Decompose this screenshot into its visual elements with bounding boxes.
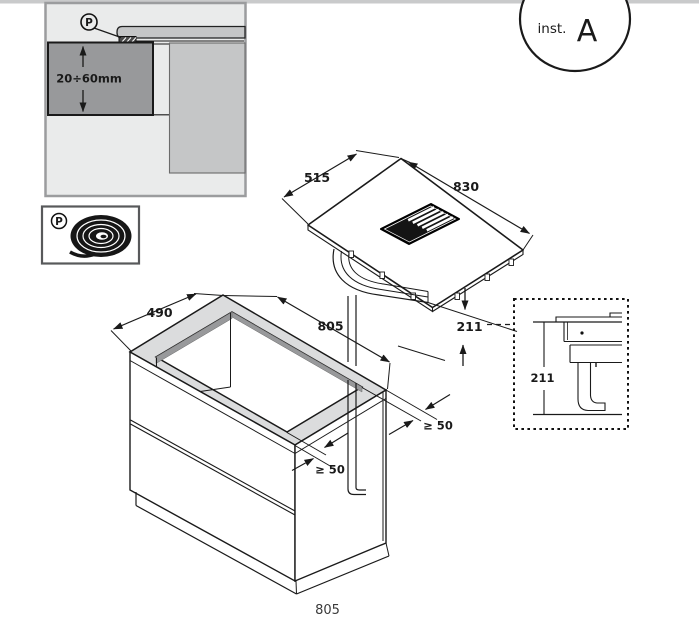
- detail-height-dimension: [530, 322, 554, 415]
- installation-badge: [520, 0, 630, 71]
- cooktop-isometric: [282, 151, 533, 367]
- cooktop-depth-label: 515: [303, 170, 331, 185]
- badge-prefix-label: inst.: [537, 21, 567, 37]
- detail-view-box: [514, 299, 628, 429]
- gasket-legend-box: [42, 207, 139, 264]
- cabinet-front-face: [130, 352, 295, 581]
- inset-dimension-label: 20÷60mm: [56, 71, 122, 86]
- cabinet-side-panel: [170, 43, 246, 173]
- badge-letter-label: A: [576, 14, 598, 49]
- cutout-width-label: 805: [317, 318, 344, 334]
- cooktop-width-label: 830: [452, 179, 480, 194]
- inset-marker-label: P: [85, 17, 93, 29]
- front-clearance-label: ≥ 50: [315, 462, 345, 477]
- side-clearance-label: ≥ 50: [423, 418, 453, 433]
- gasket-box-marker-label: P: [55, 216, 63, 228]
- cutout-depth-label: 490: [146, 305, 173, 320]
- page-number: 805: [315, 603, 340, 618]
- gasket-coil-icon: [70, 215, 132, 257]
- detail-height-label: 211: [530, 371, 555, 385]
- cabinet-isometric: [111, 294, 453, 595]
- worktop-cross-section-inset: [46, 3, 246, 196]
- duct-height-label: 211: [456, 319, 483, 334]
